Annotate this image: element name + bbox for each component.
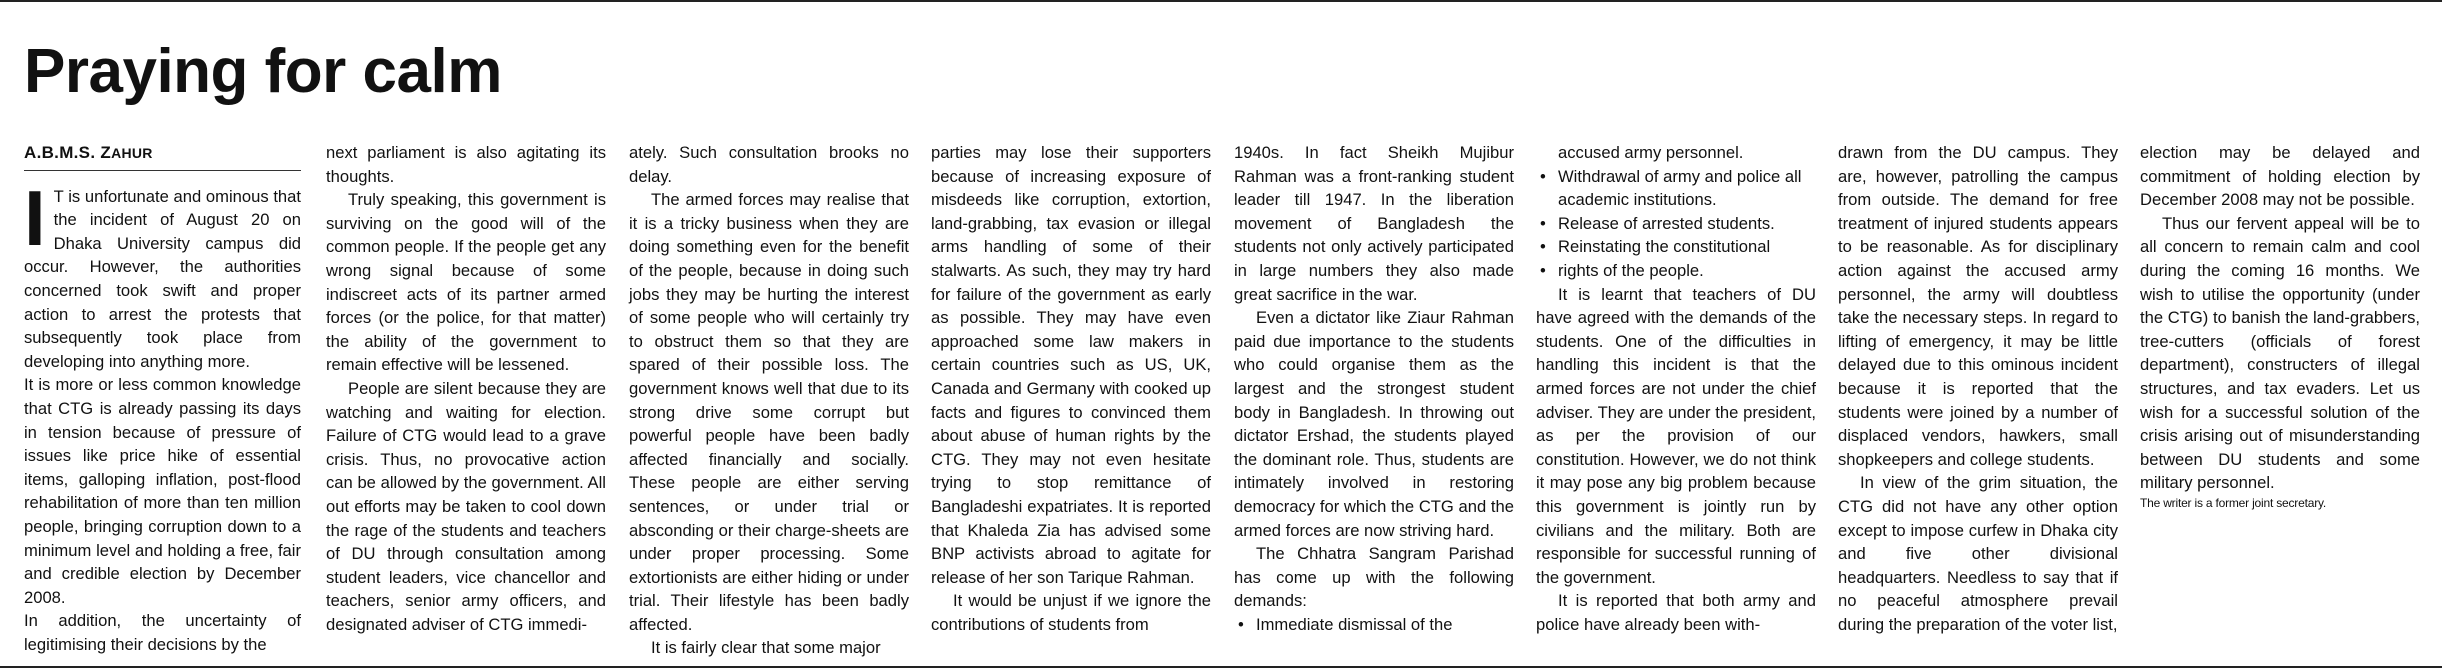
article-column-2 xyxy=(326,141,606,636)
paragraph: 1940s. In fact Sheikh Mujibur Rahman was a front-ranking student leader till 1947. In the liberation movement of Bangladesh the students not only actively participated in large numbers they also made great sacrifice in the war. xyxy=(1234,143,1514,304)
paragraph: It is learnt that teachers of DU have agreed with the demands of the students. One of the difficulties in handling this incident is that the armed forces are not under the chief adviser. They are under the president, as per the provision of our constitution. However, we do not think it may pose any big problem because this government is jointly run by civilians and the military. Both are responsible for successful running of the government. xyxy=(1536,284,1816,587)
demand-item: • Reinstating the constitutional xyxy=(1536,235,1816,259)
paragraph: election may be delayed and commitment of holding election by December 2008 may not be possible. xyxy=(2140,143,2420,210)
paragraph: Thus our fervent appeal will be to all concern to remain calm and cool during the coming 16 months. We wish to utilise the opportunity (under the CTG) to banish the land-grabbers, tree-cutters (officials of forest department), constructers of illegal structures, and tax evaders. Let us wish for a successful solution of the crisis arising out of misunderstanding between DU students and some military personnel. xyxy=(2140,213,2420,493)
demand-item: • Release of arrested students. xyxy=(1536,212,1816,236)
drop-cap: I xyxy=(24,173,46,262)
paragraph: It is more or less common knowledge that CTG is already passing its days in tension because of pressure of issues like price hike of essential items, galloping inflation, post-flood rehabilitation of more than ten million people, bringing corruption down to a minimum level and holding a free, fair and credible election by December 2008. xyxy=(24,375,301,607)
paragraph: Truly speaking, this government is surviving on the good will of the common people. If the people get any wrong signal because of some indiscreet acts of its partner armed forces (or the police, for that matter) the ability of the government to remain effective will be lessened. xyxy=(326,190,606,375)
demand-continuation: accused army personnel. xyxy=(1558,143,1744,162)
byline-initials: A.B.M.S. Z xyxy=(24,143,112,162)
article-column-8 xyxy=(2140,141,2420,511)
paragraph: In addition, the uncertainty of legitimising their decisions by the xyxy=(24,611,301,654)
author-note: The writer is a former joint secretary. xyxy=(2140,495,2327,510)
byline xyxy=(24,141,301,166)
article-column-5 xyxy=(1234,141,1514,636)
demand-item: • Withdrawal of army and police all academic institutions. xyxy=(1536,165,1816,212)
paragraph: It would be unjust if we ignore the contributions of students from xyxy=(931,591,1211,634)
article-column-7 xyxy=(1838,141,2118,636)
article-column-3 xyxy=(629,141,909,660)
top-rule xyxy=(0,0,2442,2)
paragraph: ately. Such consultation brooks no delay. xyxy=(629,143,909,186)
demand-item: • Immediate dismissal of the xyxy=(1234,613,1514,637)
lead-paragraph-text: T is unfortunate and ominous that the incident of August 20 on Dhaka University campus did occur. However, the authorities concerned took swift and proper action to arrest the protests that subsequently took place from developing into anything more. xyxy=(24,186,301,371)
paragraph: next parliament is also agitating its thoughts. xyxy=(326,143,606,186)
paragraph: parties may lose their supporters because of increasing exposure of misdeeds like corruption, extortion, land-grabbing, tax evasion or illegal arms handling of some of their stalwarts. As such, they may try hard for failure of the government as early as possible. They may have even approached some law makers in certain countries such as US, UK, Canada and Germany with cooked up facts and figures to convinced them about abuse of human rights by the CTG. They may not even hesitate trying to stop remittance of Bangladeshi expatriates. It is reported that Khaleda Zia has advised some BNP activists abroad to agitate for release of her son Tarique Rahman. xyxy=(931,143,1211,587)
paragraph: People are silent because they are watching and waiting for election. Failure of CTG would lead to a grave crisis. Thus, no provocative action can be allowed by the government. All out efforts may be taken to cool down the rage of the students and teachers of DU through consultation among student leaders, vice chancellor and teachers, senior army officers, and designated adviser of CTG immedi- xyxy=(326,378,606,634)
paragraph: It is fairly clear that some major xyxy=(651,638,881,658)
paragraph: drawn from the DU campus. They are, however, patrolling the campus from outside. The demand for free treatment of injured students appears to be reasonable. As for disciplinary action against the accused army personnel, the army will doubtless take the necessary steps. In regard to lifting of emergency, it may be little delayed due to this ominous incident because it is reported that the students were joined by a number of displaced vendors, hawkers, small shopkeepers and college students. xyxy=(1838,143,2118,469)
article-headline: Praying for calm xyxy=(24,37,502,106)
demands-list-continued xyxy=(1536,165,1816,283)
demand-item: • rights of the people. xyxy=(1536,259,1816,283)
article-column-6 xyxy=(1536,141,1816,636)
byline-divider xyxy=(24,170,301,171)
paragraph: The armed forces may realise that it is a tricky business when they are doing something even for the benefit of the people, because in doing such jobs they may be hurting the interest of some people who will certainly try to obstruct them so that they are spared of their possible loss. The government knows well that due to its strong drive some corrupt but powerful people have been badly affected financially and socially. These people are either serving sentences, or under trial or absconding or their charge-sheets are under proper processing. Some extortionists are either hiding or under trial. Their lifestyle has been badly affected. xyxy=(629,190,909,634)
paragraph: In view of the grim situation, the CTG did not have any other option except to impose curfew in Dhaka city and five other divisional headquarters. Needless to say that if no peaceful atmosphere prevail during the preparation of the voter list, xyxy=(1838,473,2118,634)
bottom-rule xyxy=(0,666,2442,668)
article-column-4 xyxy=(931,141,1211,636)
article-column-1 xyxy=(24,141,301,656)
byline-surname: AHUR xyxy=(111,145,153,161)
paragraph: It is reported that both army and police have already been with- xyxy=(1536,591,1816,634)
demands-list xyxy=(1234,613,1514,637)
paragraph: Even a dictator like Ziaur Rahman paid due importance to the students who could organise them as the largest and the strongest student body in Bangladesh. In throwing out dictator Ershad, the students played the dominant role. Thus, students are intimately involved in restoring democracy for which the CTG and the armed forces are now striving hard. xyxy=(1234,308,1514,540)
lead-paragraph xyxy=(24,173,301,374)
paragraph: The Chhatra Sangram Parishad has come up with the following demands: xyxy=(1234,544,1514,611)
